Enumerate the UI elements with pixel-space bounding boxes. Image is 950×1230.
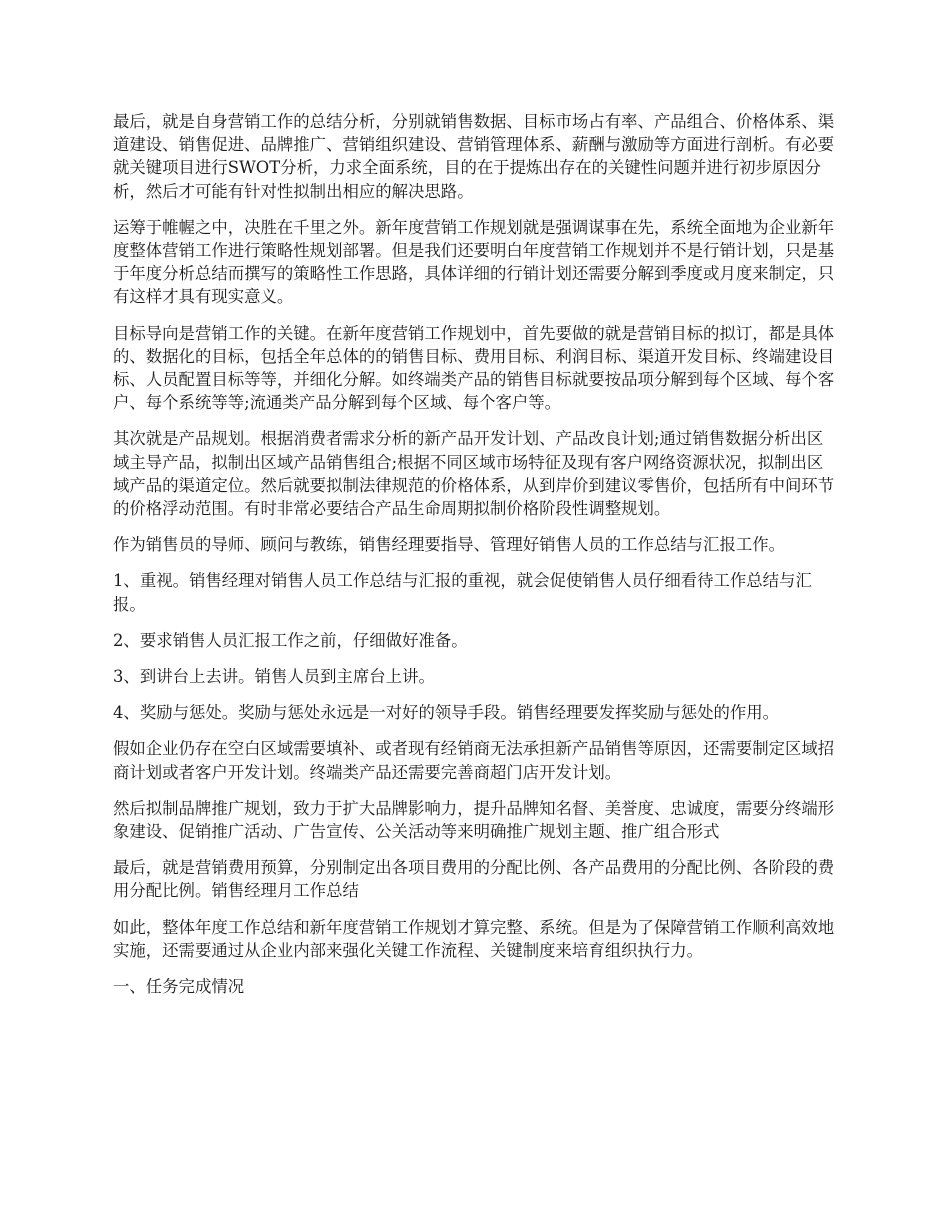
list-item-1: 1、重视。销售经理对销售人员工作总结与汇报的重视，就会促使销售人员仔细看待工作总结与汇报。	[113, 571, 812, 614]
document-body	[113, 110, 835, 1011]
paragraph-strategic-planning: 运筹于帷幄之中，决胜在千里之外。新年度营销工作规划就是强调谋事在先，系统全面地为企业新年度整体营销工作进行策略性规划部署。但是我们还要明白年度营销工作规划并不是行销计划，只是基于年度分析总结而撰写的策略性工作思路，具体详细的行销计划还需要分解到季度或月度来制定，只有这样才具有现实意义。	[113, 217, 835, 307]
paragraph-conclusion: 如此，整体年度工作总结和新年度营销工作规划才算完整、系统。但是为了保障营销工作顺利高效地实施，还需要通过从企业内部来强化关键工作流程、关键制度来培育组织执行力。	[113, 917, 835, 960]
paragraph-recruitment-plan: 假如企业仍存在空白区域需要填补、或者现有经销商无法承担新产品销售等原因，还需要制定区域招商计划或者客户开发计划。终端类产品还需要完善商超门店开发计划。	[113, 739, 835, 782]
section-heading-task-completion: 一、任务完成情况	[113, 977, 245, 997]
list-item-4: 4、奖励与惩处。奖励与惩处永远是一对好的领导手段。销售经理要发挥奖励与惩处的作用。	[113, 703, 780, 723]
list-item-3: 3、到讲台上去讲。销售人员到主席台上讲。	[113, 667, 435, 687]
list-item-2: 2、要求销售人员汇报工作之前，仔细做好准备。	[113, 630, 468, 650]
paragraph-marketing-goals: 目标导向是营销工作的关键。在新年度营销工作规划中，首先要做的就是营销目标的拟订，都是具体的、数据化的目标，包括全年总体的的销售目标、费用目标、利润目标、渠道开发目标、终端建设目标、人员配置目标等等，并细化分解。如终端类产品的销售目标就要按品项分解到每个区域、每个客户、每个系统等等;流通类产品分解到每个区域、每个客户等。	[113, 323, 835, 413]
paragraph-sales-manager-role: 作为销售员的导师、顾问与教练，销售经理要指导、管理好销售人员的工作总结与汇报工作。	[113, 535, 786, 555]
paragraph-self-summary: 最后，就是自身营销工作的总结分析，分别就销售数据、目标市场占有率、产品组合、价格体系、渠道建设、销售促进、品牌推广、营销组织建设、营销管理体系、薪酬与激励等方面进行剖析。有必要就关键项目进行SWOT分析，力求全面系统，目的在于提炼出存在的关键性问题并进行初步原因分析，然后才可能有针对性拟制出相应的解决思路。	[113, 112, 835, 201]
paragraph-budget: 最后，就是营销费用预算，分别制定出各项目费用的分配比例、各产品费用的分配比例、各阶段的费用分配比例。销售经理月工作总结	[113, 858, 835, 901]
paragraph-brand-promotion: 然后拟制品牌推广规划，致力于扩大品牌影响力，提升品牌知名督、美誉度、忠诚度，需要分终端形象建设、促销推广活动、广告宣传、公关活动等来明确推广规划主题、推广组合形式	[113, 798, 835, 842]
paragraph-product-planning: 其次就是产品规划。根据消费者需求分析的新产品开发计划、产品改良计划;通过销售数据分析出区域主导产品，拟制出区域产品销售组合;根据不同区域市场特征及现有客户网络资源状况，拟制出区域产品的渠道定位。然后就要拟制法律规范的价格体系，从到岸价到建议零售价，包括所有中间环节的价格浮动范围。有时非常必要结合产品生命周期拟制价格阶段性调整规划。	[113, 429, 835, 519]
